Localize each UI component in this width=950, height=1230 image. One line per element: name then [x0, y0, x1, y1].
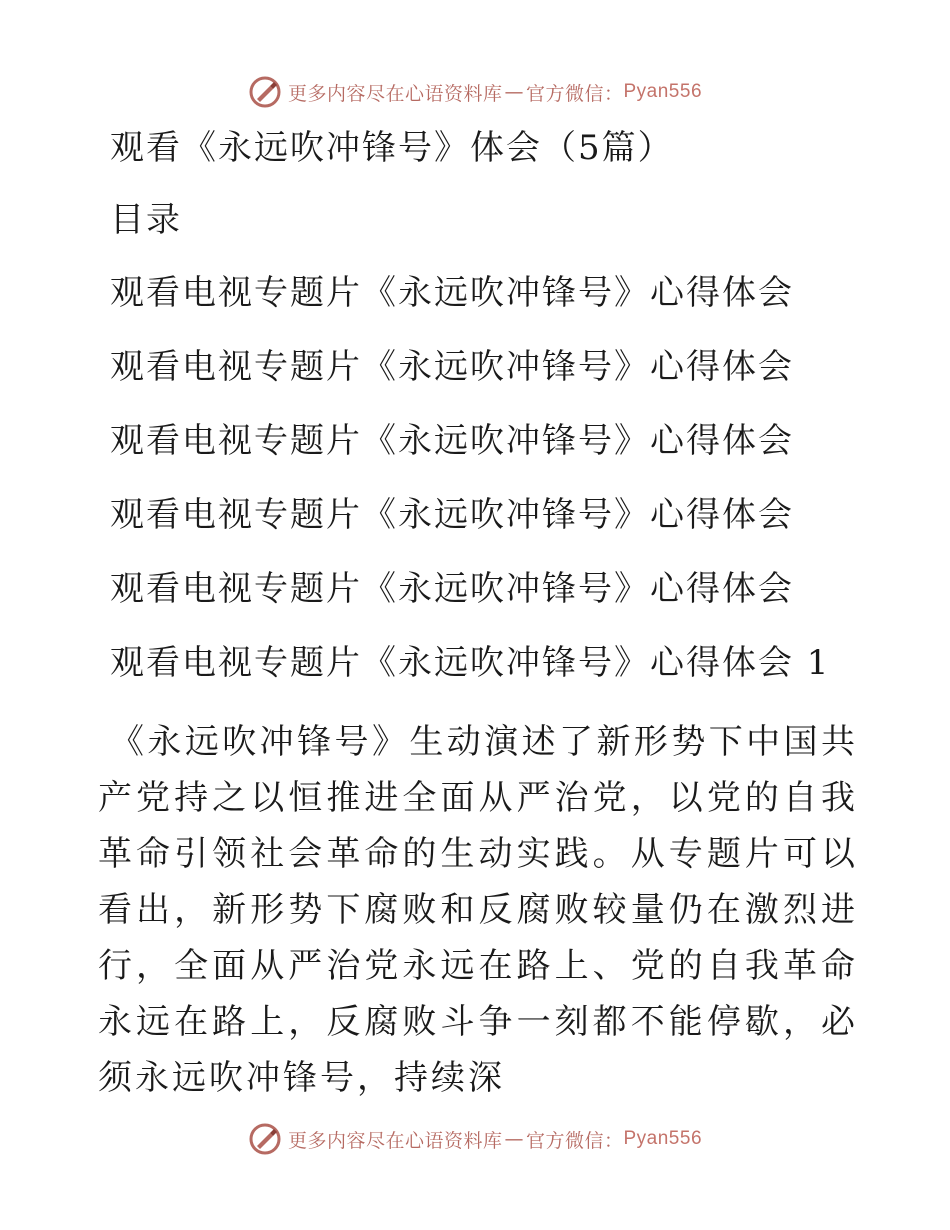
toc-item[interactable]: 观看电视专题片《永远吹冲锋号》心得体会: [110, 273, 794, 313]
wechat-label: 官方微信：: [525, 82, 624, 105]
toc-item[interactable]: 观看电视专题片《永远吹冲锋号》心得体会: [110, 495, 794, 535]
watermark-separator: —: [504, 81, 524, 103]
wechat-id: Pyan556: [623, 1128, 703, 1149]
toc-item[interactable]: 观看电视专题片《永远吹冲锋号》心得体会 1: [110, 643, 831, 683]
watermark-text: 更多内容尽在心语资料库: [287, 82, 503, 105]
wechat-id: Pyan556: [623, 81, 703, 102]
watermark-text: 更多内容尽在心语资料库: [287, 1129, 503, 1152]
header-watermark: [0, 72, 950, 112]
brush-pen-logo-icon: [248, 75, 282, 109]
toc-item[interactable]: 观看电视专题片《永远吹冲锋号》心得体会: [110, 421, 794, 461]
watermark-separator: —: [504, 1128, 524, 1150]
toc-item[interactable]: 观看电视专题片《永远吹冲锋号》心得体会: [110, 347, 794, 387]
toc-item[interactable]: 观看电视专题片《永远吹冲锋号》心得体会: [110, 569, 794, 609]
toc-list: [110, 273, 830, 717]
toc-heading: 目录: [110, 200, 182, 240]
brush-pen-logo-icon: [248, 1122, 282, 1156]
wechat-label: 官方微信：: [525, 1129, 624, 1152]
document-title: 观看《永远吹冲锋号》体会（5篇）: [110, 128, 674, 168]
body-paragraph: 《永远吹冲锋号》生动演述了新形势下中国共产党持之以恒推进全面从严治党，以党的自我革命引领社会革命的生动实践。从专题片可以看出，新形势下腐败和反腐败较量仍在激烈进行，全面从严治党永远在路上、党的自我革命永远在路上，反腐败斗争一刻都不能停歇，必须永远吹冲锋号，持续深: [98, 722, 858, 1098]
footer-watermark: [0, 1119, 950, 1159]
